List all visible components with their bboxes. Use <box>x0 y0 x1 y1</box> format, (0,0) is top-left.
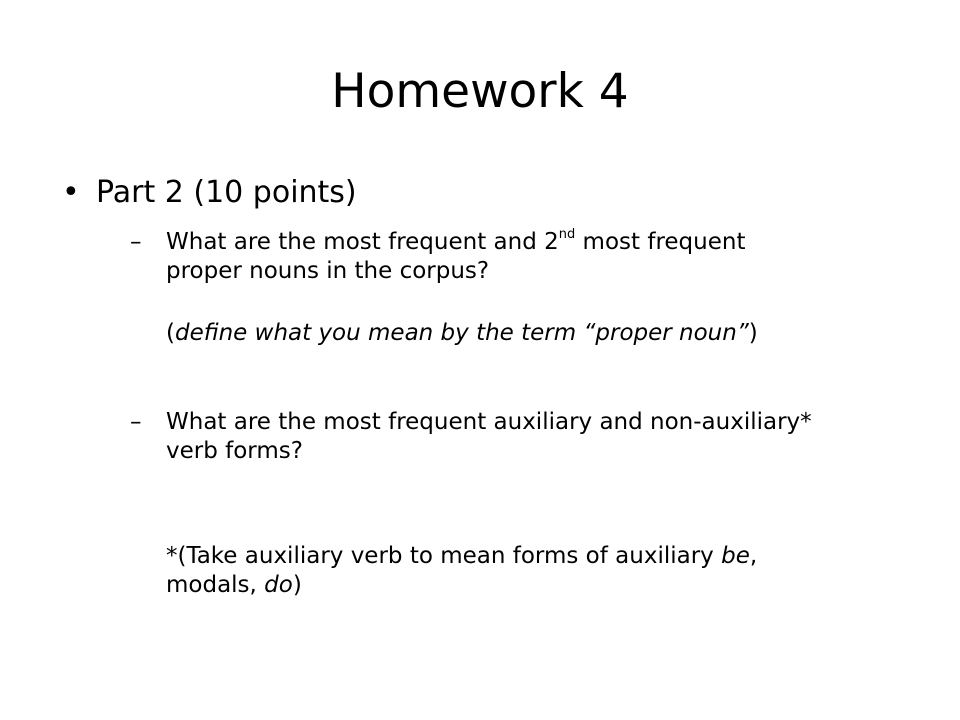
text-segment: most frequent <box>575 229 746 255</box>
sub-bullet-line-1: What are the most frequent auxiliary and non-auxiliary* <box>166 409 812 435</box>
paren-open: ( <box>166 320 175 346</box>
text-segment: What are the most frequent and 2 <box>166 229 559 255</box>
dash-icon: – <box>130 409 142 435</box>
bullet-label: Part 2 (10 points) <box>96 175 357 210</box>
note-line-2 <box>166 571 896 600</box>
italic-word: be <box>721 543 750 569</box>
slide-title: Homework 4 <box>331 64 629 119</box>
sub-bullet-text <box>166 228 906 286</box>
note-define-proper-noun <box>166 319 896 348</box>
ordinal-superscript: nd <box>558 227 576 243</box>
text-segment: ) <box>292 572 302 598</box>
sub-bullet-text <box>166 408 906 466</box>
sub-bullet-line-1 <box>166 228 906 257</box>
italic-word: do <box>264 572 293 598</box>
note-italic-text: define what you mean by the term “proper noun” <box>174 320 749 346</box>
text-segment: , <box>749 543 758 569</box>
text-segment: modals, <box>166 572 265 598</box>
note-auxiliary-definition <box>166 542 896 600</box>
dash-icon: – <box>130 229 142 255</box>
sub-bullet-line-2: proper nouns in the corpus? <box>166 258 490 284</box>
text-segment: *(Take auxiliary verb to mean forms of auxiliary <box>166 543 722 569</box>
paren-close: ) <box>748 320 758 346</box>
sub-bullet-line-2: verb forms? <box>166 438 303 464</box>
note-line-1 <box>166 542 896 571</box>
bullet-dot-icon: • <box>62 175 80 210</box>
